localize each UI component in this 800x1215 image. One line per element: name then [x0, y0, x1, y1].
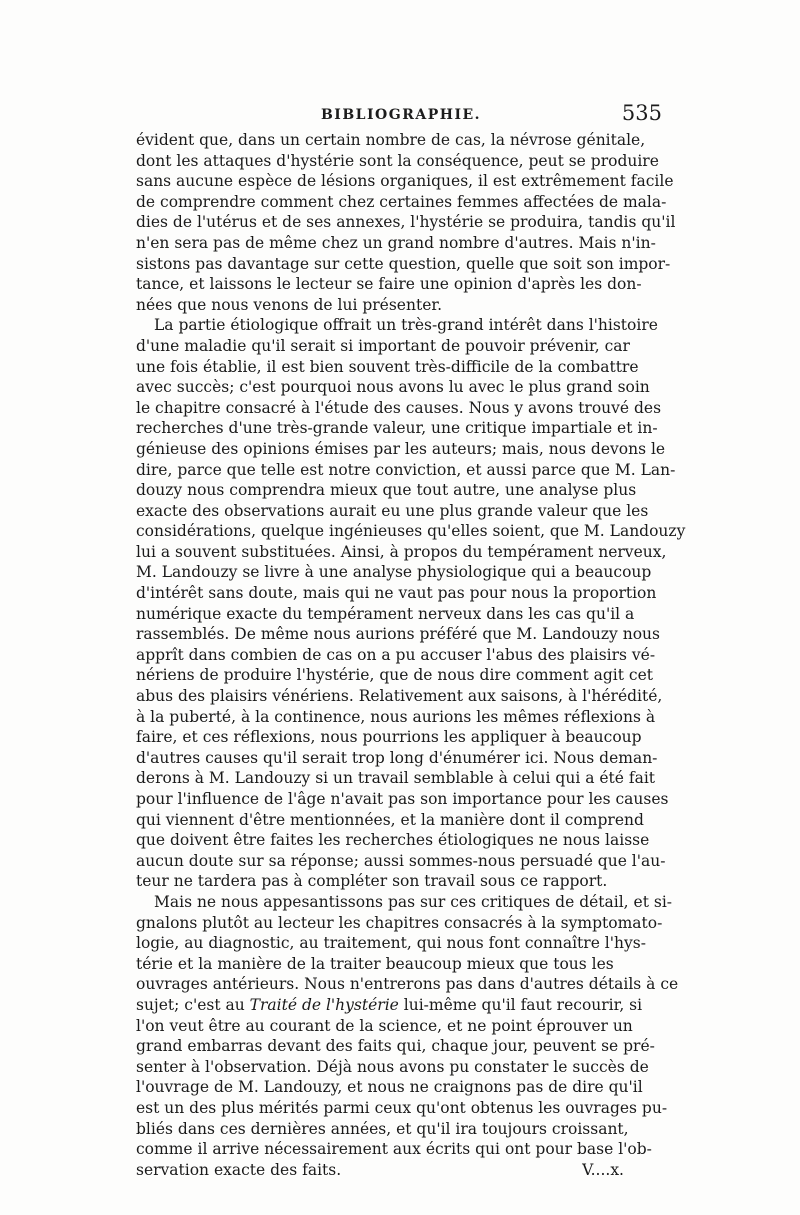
text-line: Mais ne nous appesantissons pas sur ces critiques de détail, et si-: [154, 892, 673, 911]
text-line: d'intérêt sans doute, mais qui ne vaut pas pour nous la proportion: [136, 584, 657, 603]
text-line: l'on veut être au courant de la science, et ne point éprouver un: [136, 1016, 633, 1035]
text-line: d'une maladie qu'il serait si important de pouvoir prévenir, car: [136, 336, 630, 355]
text-line: comme il arrive nécessairement aux écrits qui ont pour base l'ob-: [136, 1140, 652, 1159]
text-line: pour l'influence de l'âge n'avait pas son importance pour les causes: [136, 790, 669, 808]
text-line: de comprendre comment chez certaines femmes affectées de mala-: [136, 192, 667, 211]
body-text: [136, 130, 686, 1180]
text-line: considérations, quelque ingénieuses qu'elles soient, que M. Landouzy: [136, 522, 686, 541]
text-line: gnalons plutôt au lecteur les chapitres consacrés à la symptomato-: [136, 913, 663, 932]
text-line: qui viennent d'être mentionnées, et la manière dont il comprend: [136, 810, 644, 829]
text-line-with-italic: [136, 995, 664, 1016]
italic-book-title: Traité de l'hystérie: [249, 995, 399, 1014]
text-line: le chapitre consacré à l'étude des causes. Nous y avons trouvé des: [136, 398, 662, 417]
text-line: lui a souvent substituées. Ainsi, à propos du tempérament nerveux,: [136, 542, 667, 561]
text-line: rassemblés. De même nous aurions préféré que M. Landouzy nous: [136, 625, 660, 644]
text-line: bliés dans ces dernières années, et qu'il ira toujours croissant,: [136, 1119, 629, 1138]
text-line: génieuse des opinions émises par les auteurs; mais, nous devons le: [136, 439, 666, 458]
text-line: La partie étiologique offrait un très-grand intérêt dans l'histoire: [154, 316, 658, 335]
text-line: nériens de produire l'hystérie, que de nous dire comment agit cet: [136, 666, 653, 685]
text-line: exacte des observations aurait eu une plus grande valeur que les: [136, 501, 649, 520]
text-line: sistons pas davantage sur cette question, quelle que soit son impor-: [136, 254, 671, 273]
author-signature: V....x.: [582, 1160, 624, 1179]
text-line: est un des plus mérités parmi ceux qu'ont obtenus les ouvrages pu-: [136, 1098, 668, 1117]
text-line: évident que, dans un certain nombre de cas, la névrose génitale,: [136, 131, 646, 149]
text-line: dont les attaques d'hystérie sont la conséquence, peut se produire: [136, 151, 659, 170]
text-line: senter à l'observation. Déjà nous avons pu constater le succès de: [136, 1057, 649, 1076]
text-line: aucun doute sur sa réponse; aussi sommes-nous persuadé que l'au-: [136, 851, 666, 870]
text-line: dies de l'utérus et de ses annexes, l'hystérie se produira, tandis qu'il: [136, 213, 676, 232]
text-line: d'autres causes qu'il serait trop long d'énumérer ici. Nous deman-: [136, 748, 658, 767]
text-line: à la puberté, à la continence, nous aurions les mêmes réflexions à: [136, 707, 656, 726]
text-line: avec succès; c'est pourquoi nous avons lu avec le plus grand soin: [136, 378, 650, 397]
line-head: sujet; c'est au: [136, 995, 250, 1014]
text-line: l'ouvrage de M. Landouzy, et nous ne craignons pas de dire qu'il: [136, 1078, 643, 1097]
last-text-line: [136, 1160, 664, 1181]
text-line: douzy nous comprendra mieux que tout autre, une analyse plus: [136, 481, 637, 500]
line-tail: lui-même qu'il faut recourir, si: [398, 995, 643, 1014]
text-line: tance, et laissons le lecteur se faire une opinion d'après les don-: [136, 275, 642, 294]
text-line: M. Landouzy se livre à une analyse physiologique qui a beaucoup: [136, 563, 652, 582]
text-line: dire, parce que telle est notre conviction, et aussi parce que M. Lan-: [136, 460, 676, 479]
text-line: apprît dans combien de cas on a pu accuser l'abus des plaisirs vé-: [136, 645, 656, 664]
text-line: nées que nous venons de lui présenter.: [136, 295, 442, 314]
text-line: recherches d'une très-grande valeur, une critique impartiale et in-: [136, 419, 658, 438]
text-line: logie, au diagnostic, au traitement, qui nous font connaître l'hys-: [136, 934, 646, 953]
text-line: ouvrages antérieurs. Nous n'entrerons pas dans d'autres détails à ce: [136, 975, 679, 994]
text-line: une fois établie, il est bien souvent très-difficile de la combattre: [136, 357, 639, 376]
text-line: faire, et ces réflexions, nous pourrions les appliquer à beaucoup: [136, 728, 642, 747]
text-line: abus des plaisirs vénériens. Relativement aux saisons, à l'hérédité,: [136, 687, 663, 706]
text-line: teur ne tardera pas à compléter son travail sous ce rapport.: [136, 872, 608, 891]
page-header: [140, 101, 662, 127]
text-line: sans aucune espèce de lésions organiques, il est extrêmement facile: [136, 172, 674, 191]
closing-text: servation exacte des faits.: [136, 1160, 342, 1179]
text-line: grand embarras devant des faits qui, chaque jour, peuvent se pré-: [136, 1037, 655, 1056]
text-line: derons à M. Landouzy si un travail semblable à celui qui a été fait: [136, 769, 656, 788]
text-line: numérique exacte du tempérament nerveux dans les cas qu'il a: [136, 604, 635, 623]
text-line: térie et la manière de la traiter beaucoup mieux que tous les: [136, 954, 614, 973]
text-line: que doivent être faites les recherches étiologiques ne nous laisse: [136, 831, 650, 850]
page-number: 535: [621, 101, 662, 125]
running-title: BIBLIOGRAPHIE.: [320, 107, 482, 123]
text-line: n'en sera pas de même chez un grand nombre d'autres. Mais n'in-: [136, 233, 656, 252]
